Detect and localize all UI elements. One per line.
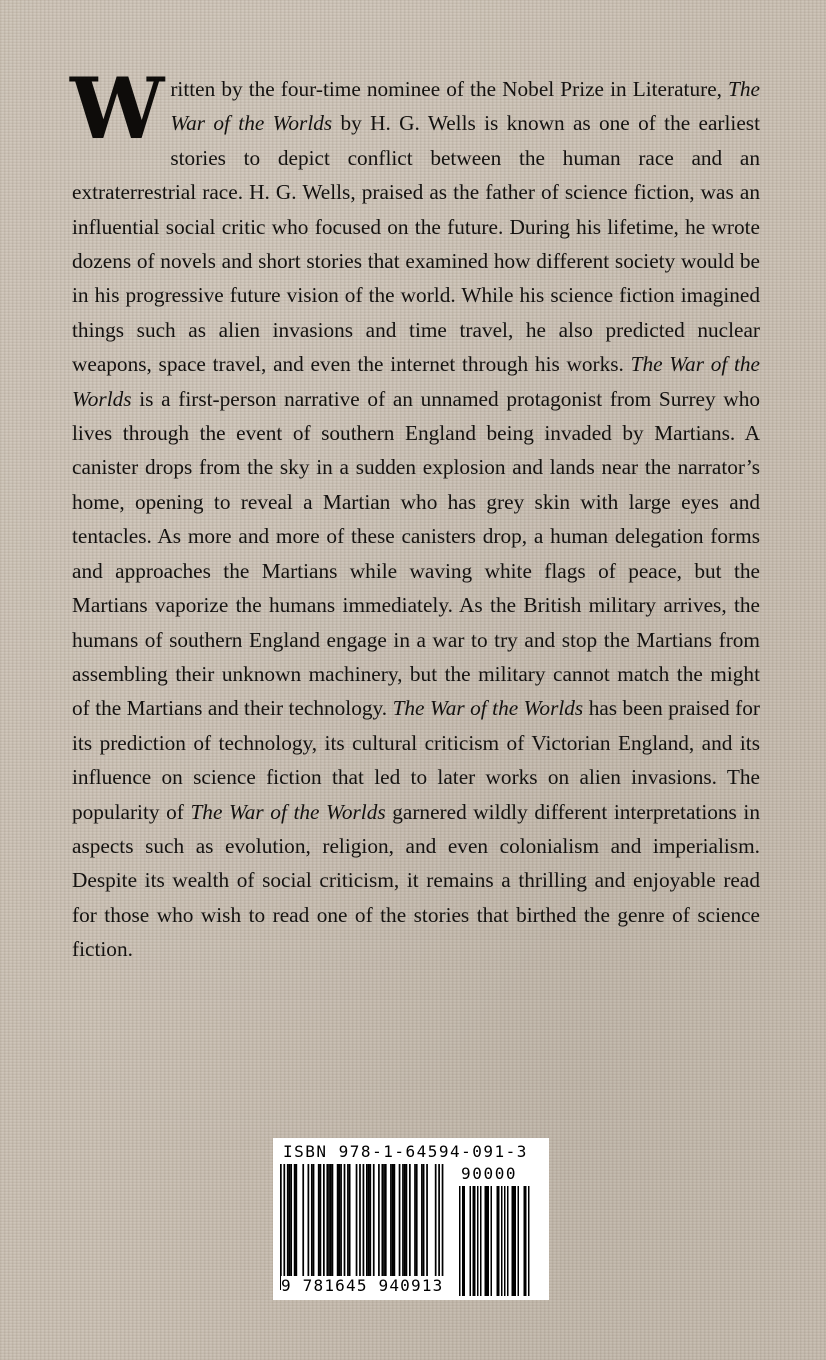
addon-bar — [524, 1186, 526, 1296]
barcode-bar — [383, 1164, 385, 1276]
barcode-bar — [369, 1164, 371, 1276]
guard-bar — [363, 1164, 365, 1290]
barcode-bar — [340, 1164, 342, 1276]
barcode-bar — [414, 1164, 416, 1276]
blurb-text-5: garnered wildly different interpretations in aspects such as evolution, religion, and even colonialism and imperialism. Despite its wealth of social criticism, it remains a thrilling and enjoyable read for those who wish to read one of the stories that birthed the genre of science fiction. — [72, 799, 760, 962]
blurb-text-1: ritten by the four-time nominee of the Nobel Prize in Literature, — [170, 77, 729, 101]
addon-bar — [473, 1186, 475, 1296]
barcode-bar — [435, 1164, 437, 1276]
ean-digits: 9 781645 940913 — [281, 1276, 444, 1295]
addon-bar — [515, 1186, 517, 1296]
barcode-bar — [416, 1164, 418, 1276]
blurb-text-4: has been praised for its prediction of technology, its cultural criticism of Victorian England, and its influence on science fiction that led to later works on alien invasions. The popularity of — [72, 696, 760, 824]
addon-bar — [507, 1186, 509, 1296]
guard-bar — [442, 1164, 444, 1290]
barcode-bar — [402, 1164, 404, 1276]
barcode-bar — [295, 1164, 297, 1276]
barcode-bar — [290, 1164, 292, 1276]
addon-bar — [477, 1186, 479, 1296]
blurb-text-2: by H. G. Wells is known as one of the earliest stories to depict conflict between the human race and an extraterrestrial race. H. G. Wells, praised as the father of science fiction, was an influential social critic who focused on the future. During his lifetime, he wrote dozens of novels and short stories that examined how different society would be in his progressive future vision of the world. While his science fiction imagined things such as alien invasions and time travel, he also predicted nuclear weapons, space travel, and even the internet through his works. — [72, 111, 760, 377]
addon-bar — [488, 1186, 490, 1296]
barcode-bar — [302, 1164, 304, 1276]
addon-bar — [474, 1186, 476, 1296]
isbn-label: ISBN 978-1-64594-091-3 — [283, 1142, 528, 1161]
barcode-bar — [326, 1164, 328, 1276]
addon-bar — [485, 1186, 487, 1296]
addon-bar — [491, 1186, 493, 1296]
addon-bar — [497, 1186, 499, 1296]
barcode-bar — [332, 1164, 334, 1276]
barcode-bar — [366, 1164, 368, 1276]
barcode-bar — [421, 1164, 423, 1276]
addon-bar — [470, 1186, 472, 1296]
addon-bar — [498, 1186, 500, 1296]
barcode-bar — [294, 1164, 296, 1276]
addon-bar — [480, 1186, 482, 1296]
barcode-bar — [394, 1164, 396, 1276]
barcode-bar — [311, 1164, 313, 1276]
addon-bar — [518, 1186, 520, 1296]
addon-bar — [528, 1186, 530, 1296]
book-title-italic: The War of the Worlds — [392, 696, 584, 721]
barcode-bar — [406, 1164, 408, 1276]
barcode-bar — [399, 1164, 401, 1276]
barcode-bar — [338, 1164, 340, 1276]
addon-bar — [464, 1186, 466, 1296]
barcode-bar — [392, 1164, 394, 1276]
barcode-bar — [344, 1164, 346, 1276]
guard-bar — [280, 1164, 282, 1290]
addon-bar — [486, 1186, 488, 1296]
barcode-bar — [390, 1164, 392, 1276]
addon-bar — [525, 1186, 527, 1296]
barcode-bar — [308, 1164, 310, 1276]
addon-bar — [504, 1186, 506, 1296]
addon-bar — [462, 1186, 464, 1296]
barcode-bar — [337, 1164, 339, 1276]
isbn-barcode — [273, 1138, 549, 1300]
barcode-bar — [426, 1164, 428, 1276]
barcode-bar — [318, 1164, 320, 1276]
guard-bar — [359, 1164, 361, 1290]
addon-bar — [501, 1186, 503, 1296]
addon-bar — [512, 1186, 514, 1296]
book-description — [70, 59, 760, 967]
book-title-italic: The War of the Worlds — [190, 799, 386, 824]
barcode-bar — [289, 1164, 291, 1276]
barcode-bar — [423, 1164, 425, 1276]
barcode-bar — [328, 1164, 330, 1276]
barcode-bar — [349, 1164, 351, 1276]
barcode-bar — [356, 1164, 358, 1276]
barcode-bar — [373, 1164, 375, 1276]
addon5-bars — [459, 1186, 530, 1296]
barcode-bar — [287, 1164, 289, 1276]
barcode-bar — [320, 1164, 322, 1276]
drop-cap: W — [70, 59, 165, 158]
addon-bar — [513, 1186, 515, 1296]
barcode-bar — [381, 1164, 383, 1276]
barcode-bar — [368, 1164, 370, 1276]
guard-bar — [283, 1164, 285, 1290]
addon-bar — [459, 1186, 461, 1296]
barcode-bar — [385, 1164, 387, 1276]
barcode-bar — [330, 1164, 332, 1276]
guard-bar — [438, 1164, 440, 1290]
book-title-italic: The War of the Worlds — [170, 77, 760, 136]
blurb-text-3: is a first-person narrative of an unnamed protagonist from Surrey who lives through the event of southern England being invaded by Martians. A canister drops from the sky in a sudden explosion and lands near the narrator’s home, opening to reveal a Martian who has grey skin with large eyes and tentacles. As more and more of these canisters drop, a human delegation forms and approaches the Martians while waving white flags of peace, but the Martians vaporize the humans immediately. As the British military arrives, the humans of southern England engage in a war to try and stop the Martians from assembling their unknown machinery, but the military cannot match the might of the Martians and their technology. — [72, 386, 760, 721]
barcode-bar — [347, 1164, 349, 1276]
barcode-bar — [409, 1164, 411, 1276]
book-title-italic: The War of the Worlds — [72, 352, 760, 411]
price-code: 90000 — [461, 1164, 518, 1183]
barcode-bar — [313, 1164, 315, 1276]
barcode-bar — [404, 1164, 406, 1276]
barcode-bar — [378, 1164, 380, 1276]
ean13-bars — [280, 1164, 443, 1290]
barcode-bar — [323, 1164, 325, 1276]
